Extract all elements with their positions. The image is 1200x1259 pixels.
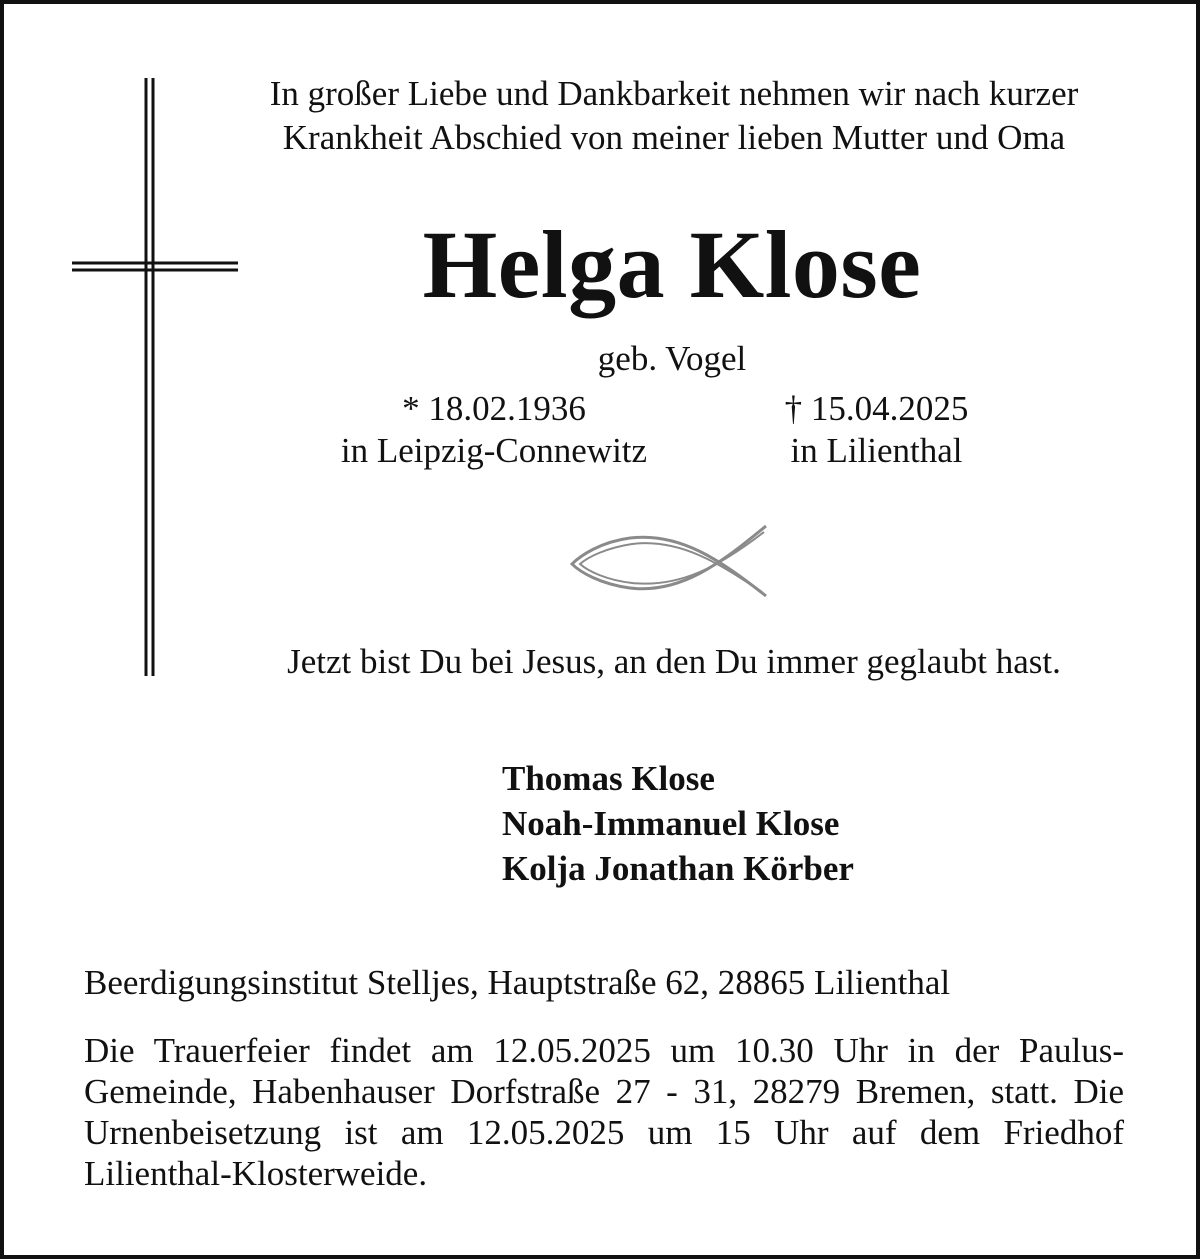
deceased-name: Helga Klose (422, 211, 922, 318)
faith-quote: Jetzt bist Du bei Jesus, an den Du immer geglaubt hast. (287, 642, 1061, 681)
birth-date: * 18.02.1936 (402, 389, 586, 428)
cross-icon (72, 78, 238, 676)
maiden-name: geb. Vogel (597, 339, 747, 378)
birth-info (294, 388, 694, 472)
intro-text (209, 72, 1139, 160)
death-date: † 15.04.2025 (784, 389, 969, 428)
ichthys-fish-icon (570, 524, 770, 598)
mourner-name: Noah-Immanuel Klose (502, 804, 840, 843)
mourners-list (502, 756, 1102, 891)
mourner-name: Thomas Klose (502, 759, 715, 798)
death-place: in Lilienthal (790, 431, 963, 470)
undertaker-info: Beerdigungsinstitut Stelljes, Hauptstraße 62, 28865 Lilienthal (84, 963, 951, 1002)
birth-place: in Leipzig-Connewitz (340, 431, 648, 470)
intro-line-2: Krankheit Abschied von meiner lieben Mutter und Oma (282, 118, 1066, 157)
intro-line-1: In großer Liebe und Dankbarkeit nehmen wir nach kurzer (269, 74, 1079, 113)
service-details: Die Trauerfeier findet am 12.05.2025 um 10.30 Uhr in der Paulus-Gemeinde, Habenhauser Dorfstraße 27 - 31, 28279 Bremen, statt. Die Urnenbeisetzung ist am 12.05.2025 um 15 Uhr auf dem Friedhof Lilienthal-Klosterweide. (84, 1031, 1124, 1193)
death-info (734, 388, 1019, 472)
mourner-name: Kolja Jonathan Körber (502, 849, 854, 888)
